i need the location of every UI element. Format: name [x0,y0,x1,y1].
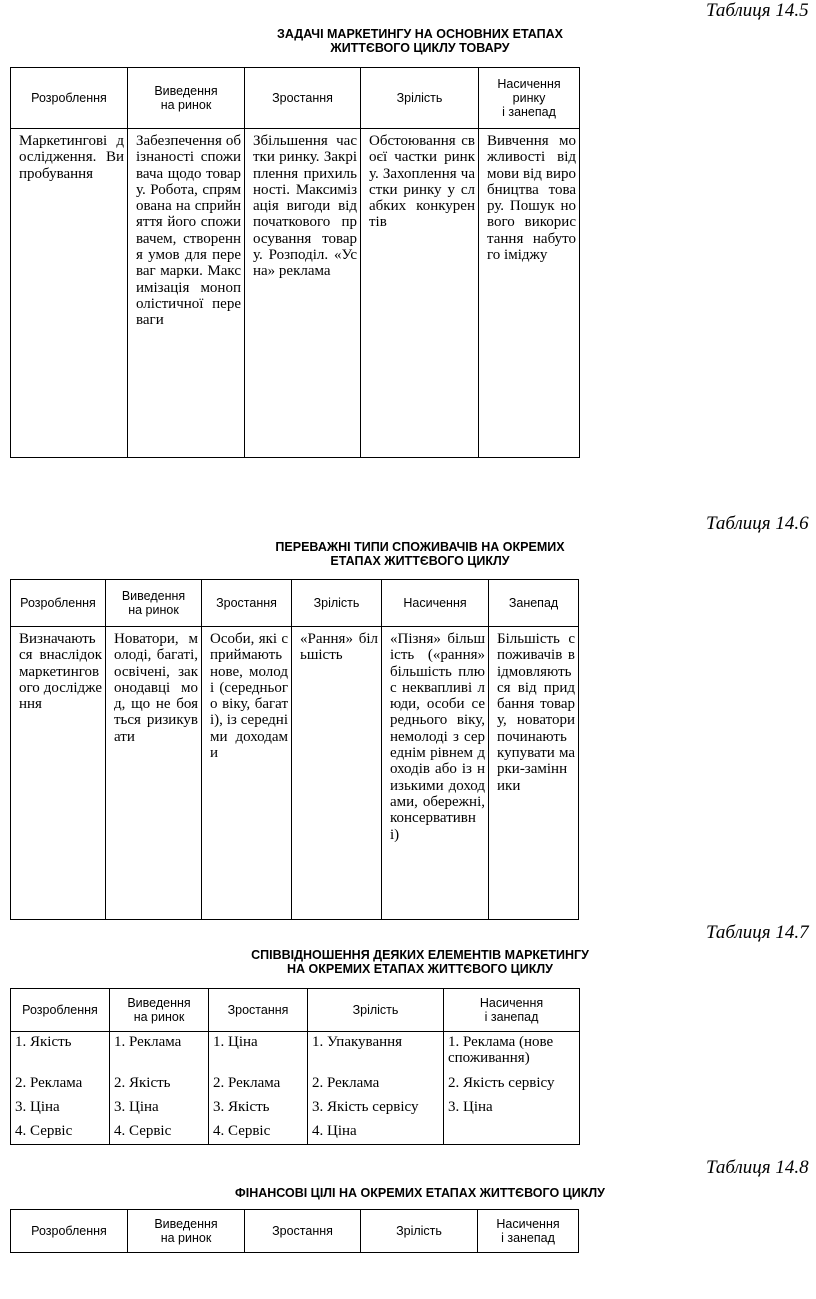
table-cell: Обстоювання своєї частки ринку. Захоплення частки ринку у слабких конкурентів [361,129,479,458]
table-cell: 4. Ціна [308,1121,444,1145]
table-row [11,1032,580,1073]
table-label: Таблиця 14.6 [706,513,809,534]
table-cell: 3. Якість сервісу [308,1097,444,1121]
table-cell: 4. Сервіс [110,1121,209,1145]
table-title: ЗАДАЧІ МАРКЕТИНГУ НА ОСНОВНИХ ЕТАПАХ ЖИТТЄВОГО ЦИКЛУ ТОВАРУ [276,27,564,55]
table-cell: 2. Якість [110,1073,209,1097]
header-cell: Насичення ринку і занепад [479,68,580,129]
table-label: Таблиця 14.8 [706,1157,809,1178]
table-title: ФІНАНСОВІ ЦІЛІ НА ОКРЕМИХ ЕТАПАХ ЖИТТЄВОГО ЦИКЛУ [235,1186,605,1200]
consumer-types-table [10,579,579,920]
table-cell: 2. Реклама [308,1073,444,1097]
table-cell: 4. Сервіс [11,1121,110,1145]
header-cell: Виведення на ринок [106,580,202,627]
header-cell: Зростання [202,580,292,627]
header-cell: Насичення [382,580,489,627]
table-cell: Вивчення можливості відмови від виробництва товару. Пошук нового використання набутого іміджу [479,129,580,458]
table-cell: Більшість споживачів відмовляються від придбання товару, новатори починають купувати марки-замінники [489,627,579,920]
table-cell: Новатори, молоді, багаті, освічені, законодавці мод, що не бояться ризикувати [106,627,202,920]
table-row [11,1073,580,1097]
table-label: Таблиця 14.5 [706,0,809,21]
table-cell: 2. Якість сервісу [444,1073,580,1097]
table-cell: Визначаються внаслідок маркетингового дослідження [11,627,106,920]
header-cell: Зрілість [292,580,382,627]
table-row [11,129,580,458]
table-cell: 2. Реклама [11,1073,110,1097]
header-cell: Зростання [245,1210,361,1253]
table-title: ПЕРЕВАЖНІ ТИПИ СПОЖИВАЧІВ НА ОКРЕМИХ ЕТАПАХ ЖИТТЄВОГО ЦИКЛУ [275,540,565,568]
header-cell: Розроблення [11,1210,128,1253]
table-cell: 3. Ціна [110,1097,209,1121]
header-cell: Розроблення [11,68,128,129]
header-cell: Зрілість [361,1210,478,1253]
table-label: Таблиця 14.7 [706,922,809,943]
header-cell: Виведення на ринок [128,68,245,129]
table-row [11,1097,580,1121]
table-cell: Забезпечення обізнаності споживача щодо товару. Робота, спрямована на сприйняття його споживачем, створення умов для переваг марки. Максимізація монополістичної переваги [128,129,245,458]
table-cell: Збільшення частки ринку. Закріплення прихильності. Максимізація вигоди від початкового просування товару. Розподіл. «Усна» реклама [245,129,361,458]
marketing-elements-table [10,988,580,1145]
header-cell: Виведення на ринок [110,989,209,1032]
table-cell: «Рання» більшість [292,627,382,920]
header-cell: Насичення і занепад [444,989,580,1032]
table-cell: 1. Упакування [308,1032,444,1073]
header-cell: Зростання [245,68,361,129]
table-header-row [11,989,580,1032]
table-cell: 1. Якість [11,1032,110,1073]
table-cell: 1. Реклама [110,1032,209,1073]
table-header-row [11,1210,579,1253]
header-cell: Розроблення [11,580,106,627]
table-row [11,1121,580,1145]
table-cell: 2. Реклама [209,1073,308,1097]
table-cell: «Пізня» більшість («рання» більшість плюс неквапливі люди, особи середнього віку, немолоді з середнім рівнем доходів або із низькими доходами, обережні, консервативні) [382,627,489,920]
table-cell: Маркетингові дослідження. Випробування [11,129,128,458]
table-header-row [11,68,580,129]
header-cell: Розроблення [11,989,110,1032]
header-cell: Виведення на ринок [128,1210,245,1253]
financial-goals-table [10,1209,579,1253]
table-cell: 1. Ціна [209,1032,308,1073]
table-cell: 3. Ціна [11,1097,110,1121]
header-cell: Занепад [489,580,579,627]
marketing-tasks-table [10,67,580,458]
table-title: СПІВВІДНОШЕННЯ ДЕЯКИХ ЕЛЕМЕНТІВ МАРКЕТИНГУ НА ОКРЕМИХ ЕТАПАХ ЖИТТЄВОГО ЦИКЛУ [251,948,589,976]
table-cell: 4. Сервіс [209,1121,308,1145]
table-cell: 3. Ціна [444,1097,580,1121]
table-cell [444,1121,580,1145]
header-cell: Зростання [209,989,308,1032]
table-cell: 1. Реклама (нове споживання) [444,1032,580,1073]
table-cell: 3. Якість [209,1097,308,1121]
header-cell: Насичення і занепад [478,1210,579,1253]
table-cell: Особи, які сприймають нове, молоді (середнього віку, багаті), із середніми доходами [202,627,292,920]
header-cell: Зрілість [308,989,444,1032]
table-header-row [11,580,579,627]
header-cell: Зрілість [361,68,479,129]
table-row [11,627,579,920]
